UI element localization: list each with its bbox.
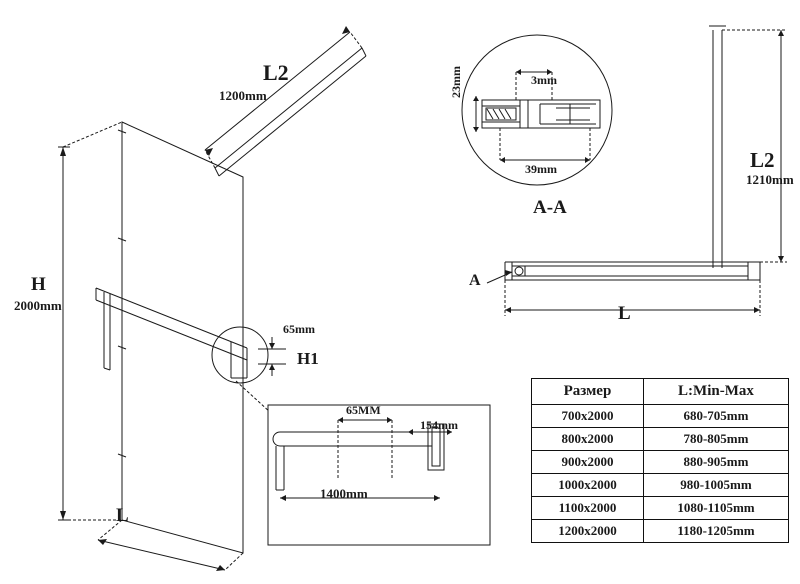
table-header-range: L:Min-Max (643, 379, 788, 405)
support-bar-top (215, 48, 366, 176)
label-l-right: L (618, 303, 631, 324)
label-h-main: H (31, 274, 46, 295)
table-row (532, 474, 789, 497)
label-h-main-value: 2000mm (14, 298, 62, 313)
size-table (531, 378, 789, 543)
label-h1: H1 (297, 349, 319, 368)
table-header-row (532, 379, 789, 405)
label-bottom-1400mm: 1400mm (320, 486, 368, 501)
table-header-size: Размер (532, 379, 644, 405)
table-row (532, 405, 789, 428)
glass-panel (122, 122, 243, 553)
label-detail-23mm: 23mm (449, 66, 463, 98)
table-cell-range: 980-1005mm (643, 474, 788, 497)
label-detail-3mm: 3mm (531, 73, 557, 87)
label-l2-main: L2 (263, 60, 289, 85)
table-cell-range: 880-905mm (643, 451, 788, 474)
label-l2-main-value: 1200mm (219, 88, 267, 103)
table-cell-size: 900x2000 (532, 451, 644, 474)
label-l-main: L (116, 505, 129, 526)
table-cell-size: 1100x2000 (532, 497, 644, 520)
label-detail-a: A (469, 272, 481, 289)
table-cell-range: 1080-1105mm (643, 497, 788, 520)
table-cell-size: 700x2000 (532, 405, 644, 428)
label-bottom-65mm: 65MM (346, 403, 381, 417)
label-l2-right-value: 1210mm (746, 172, 794, 187)
table-cell-size: 1200x2000 (532, 520, 644, 543)
table-cell-range: 780-805mm (643, 428, 788, 451)
table-row (532, 451, 789, 474)
label-h1-value: 65mm (283, 322, 315, 336)
table-cell-size: 1000x2000 (532, 474, 644, 497)
label-section-aa: A-A (533, 197, 567, 218)
table-row (532, 497, 789, 520)
label-detail-39mm: 39mm (525, 162, 557, 176)
label-l2-right: L2 (750, 148, 775, 172)
table-cell-size: 800x2000 (532, 428, 644, 451)
label-bottom-154mm: 154mm (420, 418, 458, 432)
table-row (532, 428, 789, 451)
table-row (532, 520, 789, 543)
table-cell-range: 680-705mm (643, 405, 788, 428)
table-cell-range: 1180-1205mm (643, 520, 788, 543)
